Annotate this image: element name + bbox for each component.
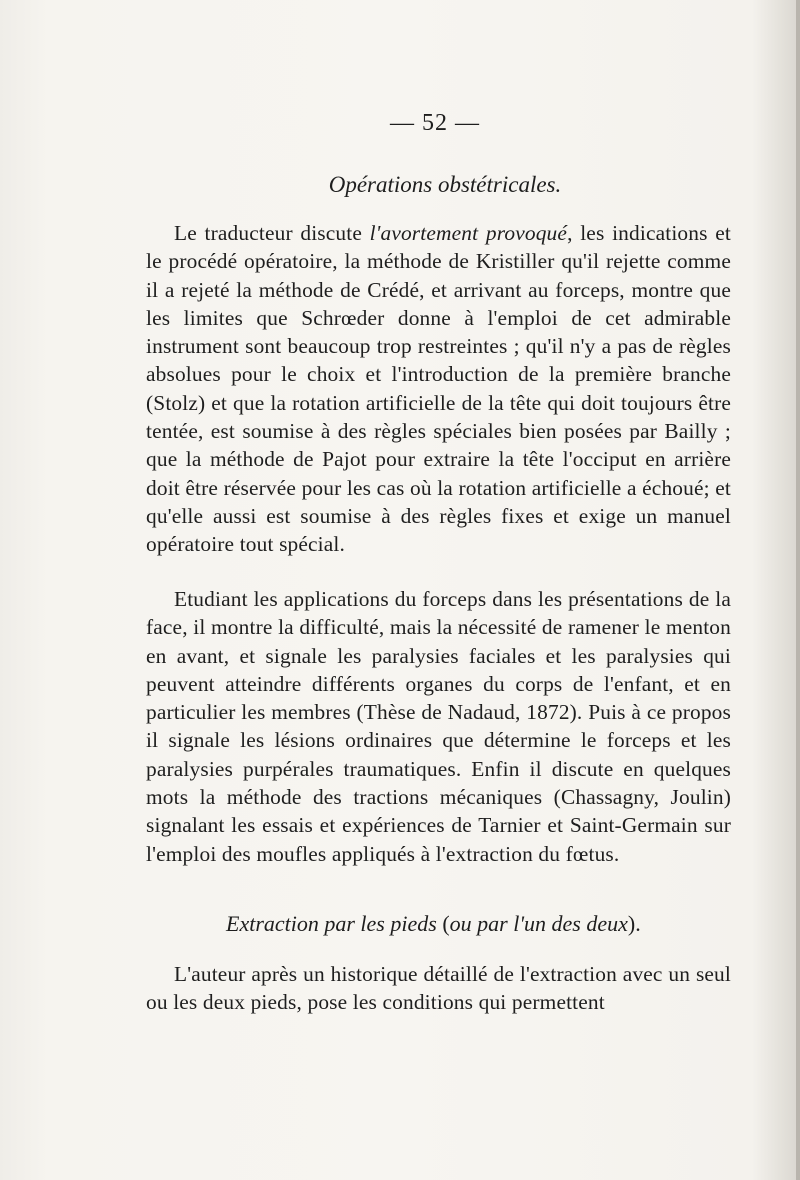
paragraph-3 xyxy=(146,960,731,1017)
paragraph-2-text: Etudiant les applications du forceps dans les présentations de la face, il montre la difficulté, mais la nécessité de ramener le menton en avant, et signale les paralysies faciales et les paralysies qui peuvent atteindre différents organes du corps de l'enfant, et en particulier les membres (Thèse de Nadaud, 1872). Puis à ce propos il signale les lésions ordinaires que détermine le forceps et les paralysies purpérales traumatiques. Enfin il discute en quelques mots la méthode des tractions mécaniques (Chassagny, Joulin) signalant les essais et expériences de Tarnier et Saint-Germain sur l'emploi des moufles appliqués à l'extraction du fœtus. xyxy=(146,587,731,866)
paragraph-1 xyxy=(146,219,731,559)
page-number: — 52 — xyxy=(390,110,480,136)
subheading-open-paren: ( xyxy=(436,911,450,936)
subheading-close-paren: ). xyxy=(627,911,641,936)
paragraph-1-emphasis: l'avortement provoqué xyxy=(369,221,568,245)
paragraph-1-text-start: Le traducteur discute xyxy=(174,221,370,245)
section-title: Opérations obstétricales. xyxy=(328,172,562,197)
paragraph-2 xyxy=(146,585,731,868)
subheading-part-1: Extraction par les pieds xyxy=(226,911,437,936)
subheading xyxy=(226,911,641,937)
paragraph-3-text: L'auteur après un historique détaillé de l'extraction avec un seul ou les deux pieds, pose les conditions qui permettent xyxy=(146,962,731,1015)
paragraph-1-text-end: , les indications et le procédé opératoire, la méthode de Kristiller qu'il rejette comme il a rejeté la méthode de Crédé, et arrivant au forceps, montre que les limites que Schrœder donne à l'emploi de cet admirable instrument sont beaucoup trop restreintes ; qu'il n'y a pas de règles absolues pour le choix et l'introduction de la première branche (Stolz) et que la rotation artificielle de la tête qui doit toujours être tentée, est soumise à des règles spéciales bien posées par Bailly ; que la méthode de Pajot pour extraire la tête l'occiput en arrière doit être réservée pour les cas où la rotation artificielle a échoué; et qu'elle aussi est soumise à des règles fixes et exige un manuel opératoire tout spécial. xyxy=(146,221,731,557)
subheading-part-2: ou par l'un des deux xyxy=(449,911,628,936)
